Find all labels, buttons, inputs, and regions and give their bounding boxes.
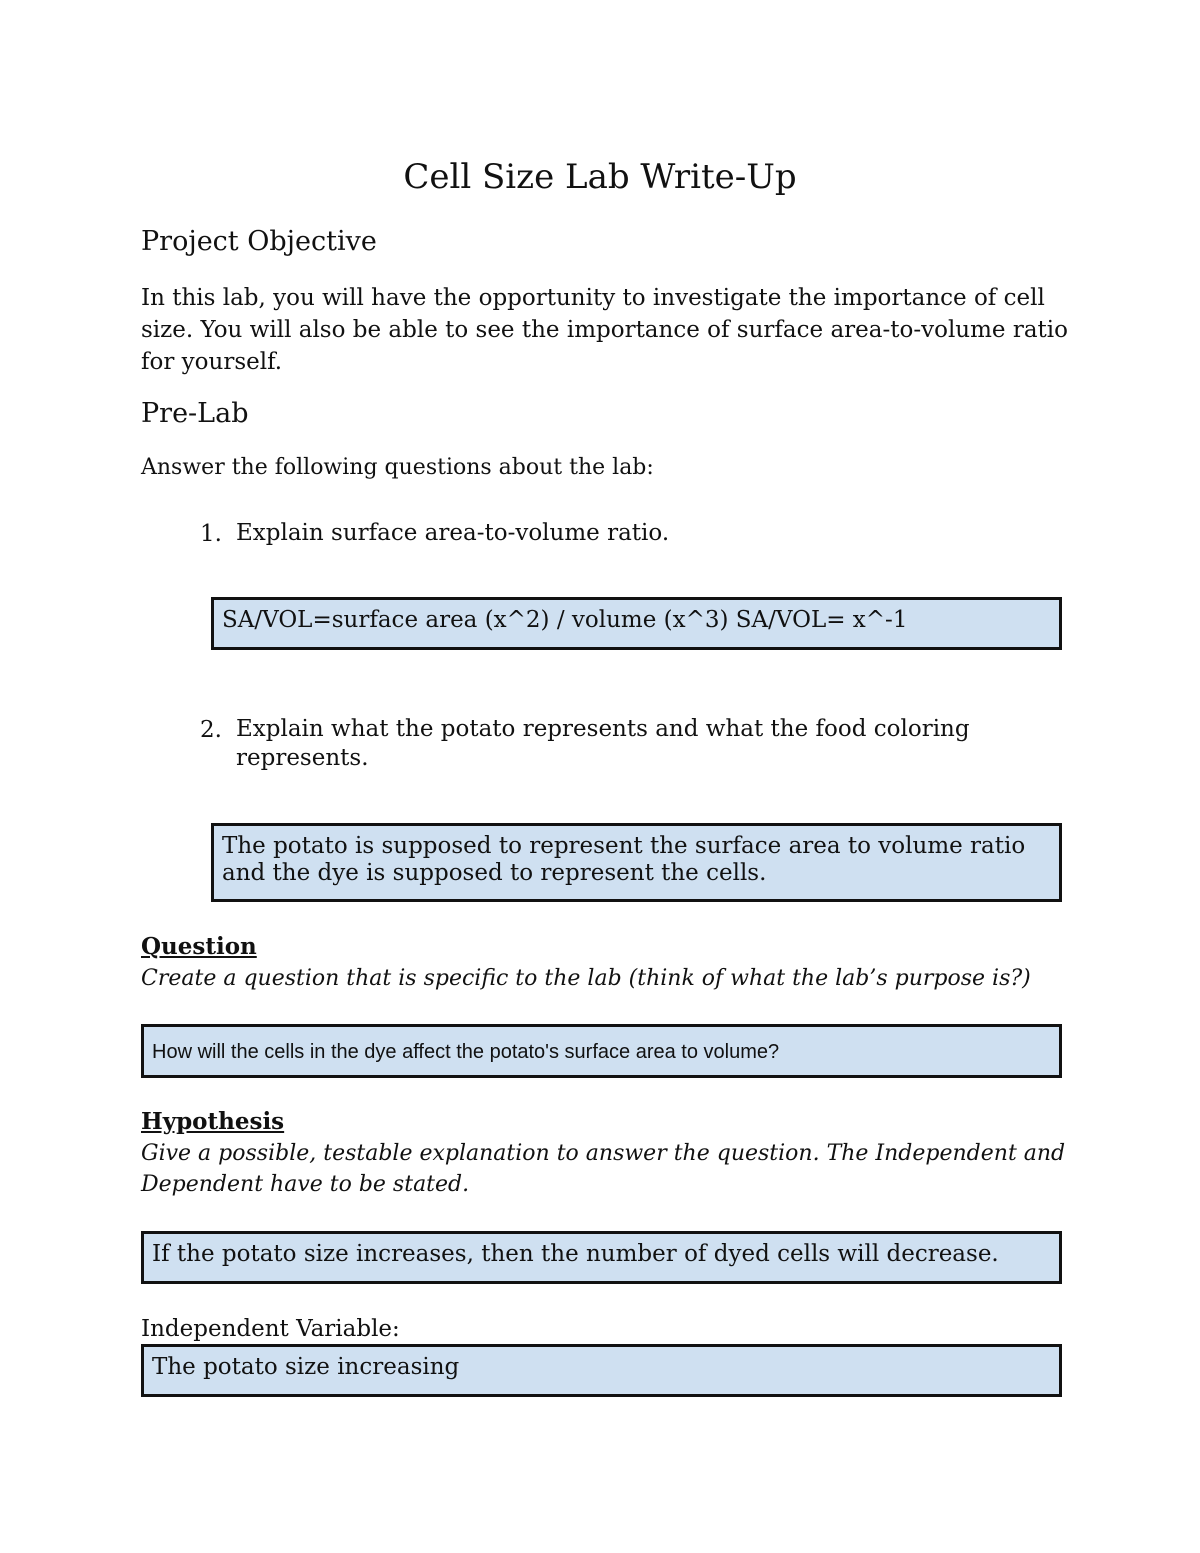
question-2-answer-field[interactable]: The potato is supposed to represent the surface area to volume ratio and the dye is supposed to represent the cells. xyxy=(211,823,1062,902)
question-1-number: 1. xyxy=(200,521,222,547)
question-2-text: Explain what the potato represents and what the food coloring represents. xyxy=(236,716,970,771)
independent-variable-label: Independent Variable: xyxy=(141,1316,400,1342)
independent-variable-answer-field[interactable]: The potato size increasing xyxy=(141,1344,1062,1397)
hypothesis-heading: Hypothesis xyxy=(141,1108,285,1135)
question-1-text: Explain surface area-to-volume ratio. xyxy=(236,520,670,546)
prelab-heading: Pre-Lab xyxy=(141,398,249,429)
question-2-number: 2. xyxy=(200,717,222,743)
question-heading: Question xyxy=(141,933,257,960)
question-prompt: Create a question that is specific to the lab (think of what the lab’s purpose is?) xyxy=(141,966,1031,991)
hypothesis-prompt: Give a possible, testable explanation to answer the question. The Independent and Dependent have to be stated. xyxy=(141,1141,1066,1197)
hypothesis-answer-field[interactable]: If the potato size increases, then the number of dyed cells will decrease. xyxy=(141,1231,1062,1284)
document-title: Cell Size Lab Write-Up xyxy=(403,157,797,197)
prelab-instruction: Answer the following questions about the lab: xyxy=(141,455,654,480)
question-answer-field[interactable]: How will the cells in the dye affect the potato's surface area to volume? xyxy=(141,1024,1062,1078)
objective-text: In this lab, you will have the opportunity to investigate the importance of cell size. You will also be able to see the importance of surface area-to-volume ratio for yourself. xyxy=(141,285,1069,375)
objective-heading: Project Objective xyxy=(141,226,377,257)
question-1-answer-field[interactable]: SA/VOL=surface area (x^2) / volume (x^3) SA/VOL= x^-1 xyxy=(211,597,1062,650)
